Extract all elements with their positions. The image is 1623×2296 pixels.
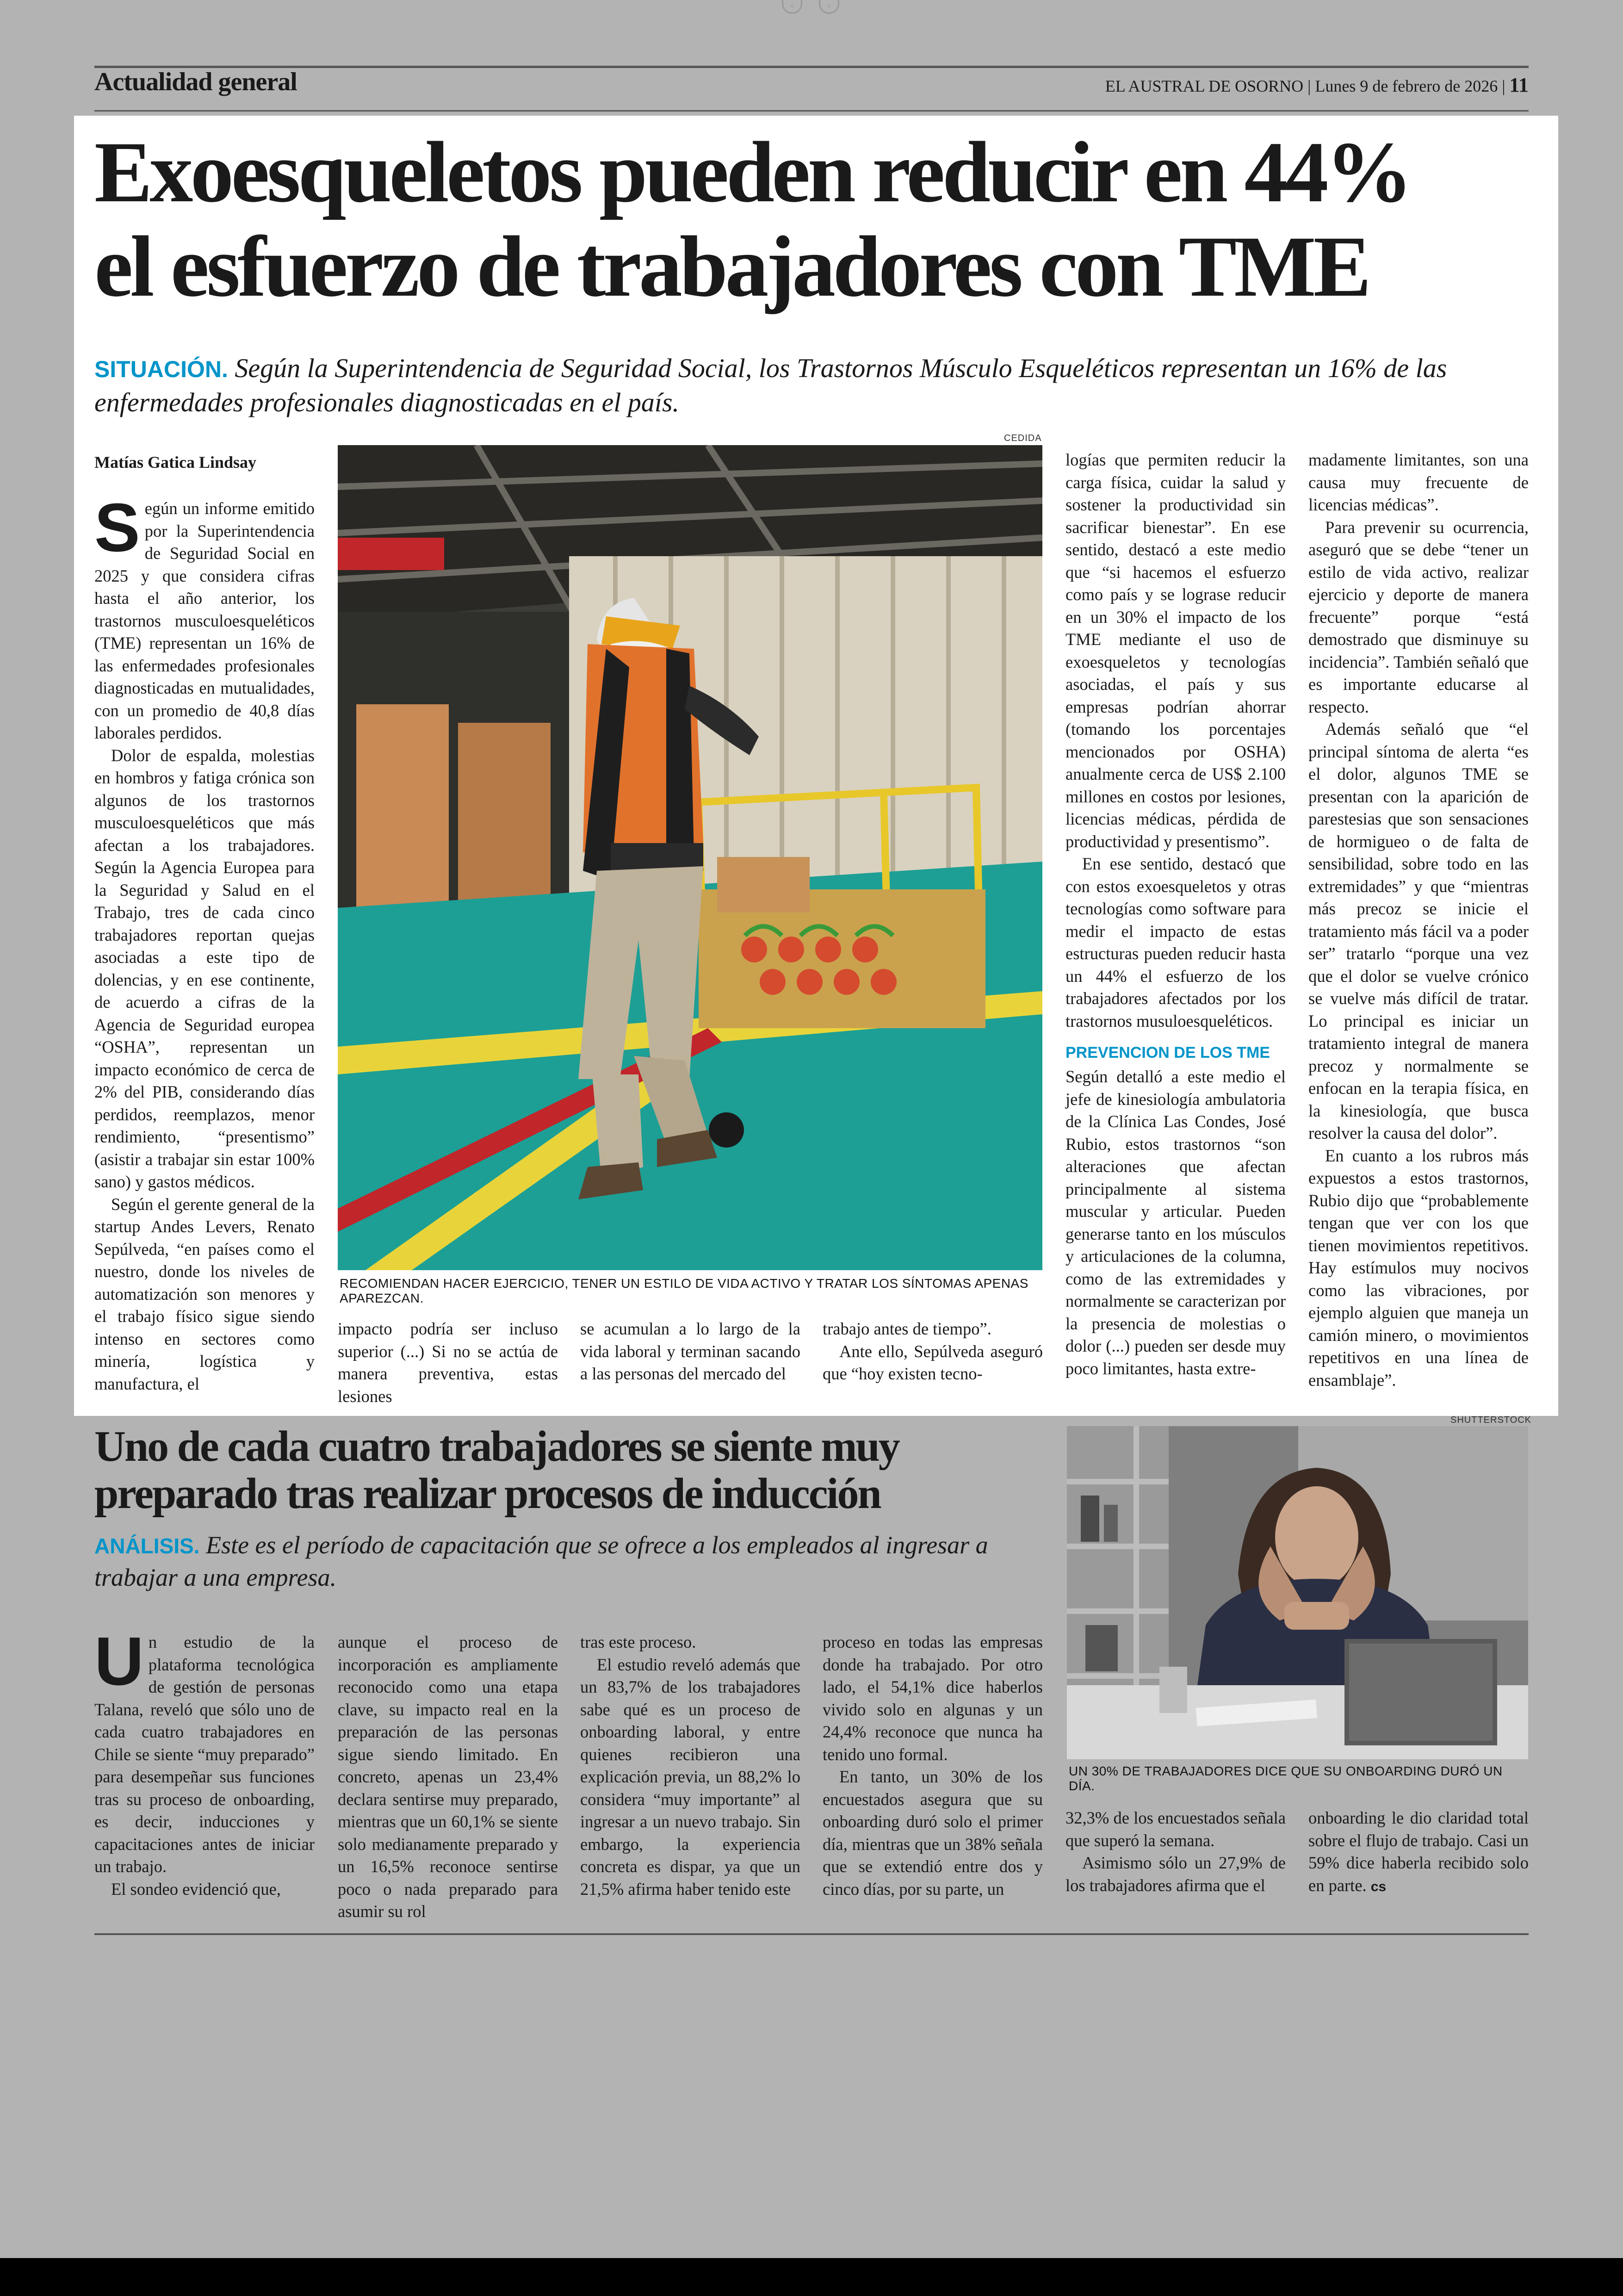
stressed-worker-photo [1067,1426,1528,1759]
article2-column-1 [94,1623,315,1900]
end-mark: cs [1370,1879,1387,1894]
separator: | [1307,77,1315,95]
paragraph: Además señaló que “el principal síntoma de alerta “es el dolor, algunos TME se presentan con la aparición de parestesias que son sensaciones de hormigueo o de falta de sensibilidad, sobre todo en las extremidades” y que “mientras más precoz se inicie el tratamiento más fácil va a poder ser” tratarlo “porque una vez que el dolor se vuelve crónico se vuelve más difícil de tratar. Lo principal es iniciar un tratamiento integral de manera precoz y normalmente se enfocan en la terapia física, en la kinesiología, que busca resolver la causa del dolor”. [1308,720,1529,1142]
header-top-rule [94,66,1529,68]
photo-credit: CEDIDA [1004,433,1042,443]
paragraph [94,1623,315,1878]
dropcap: S [94,490,140,566]
article2-column-6 [1308,1807,1529,1898]
dek-text: Según la Superintendencia de Seguridad Social, los Trastornos Músculo Esqueléticos representan un 16% de las enfermedades profesionales diagnosticadas en el país. [94,353,1447,417]
publication-date: Lunes 9 de febrero de 2026 [1315,77,1498,95]
viewer-bottom-bar [0,2258,1623,2296]
article2-column-3 [580,1631,800,1900]
byline: Matías Gatica Lindsay [94,453,257,472]
article2-column-2 [338,1631,558,1923]
separator: | [1502,77,1510,95]
paragraph: se acumulan a lo largo de la vida laboral y terminan sacando a las personas del mercado del [580,1319,800,1383]
article1-column-5 [1065,449,1286,1380]
article2-headline [94,1423,1066,1517]
headline-line: Exoesqueletos pueden reducir en 44% [94,124,1410,220]
paragraph: El sondeo evidenció que, [111,1879,281,1899]
paragraph-text: n estudio de la plataforma tecnológica de gestión de personas Talana, reveló que sólo uno de cada cuatro trabajadores en Chile se siente “muy preparado” para desempeñar sus funciones tras su proceso de onboarding, es decir, inducciones y capacitaciones antes de iniciar un trabajo. [94,1632,315,1876]
photo-caption: RECOMIENDAN HACER EJERCICIO, TENER UN ESTILO DE VIDA ACTIVO Y TRATAR LOS SÍNTOMAS APENAS APAREZCAN. [340,1276,1028,1305]
paragraph: logías que permiten reducir la carga física, cuidar la salud y sostener la productividad sin sacrificar bienestar”. En ese sentido, destacó a este medio que “si hacemos el esfuerzo como país y se lograse reducir en un 30% el impacto de los TME mediante el uso de exoesqueletos y tecnologías asociadas, el país y sus empresas podrían ahorrar (tomando los porcentajes mencionados por OSHA) anualmente cerca de US$ 2.100 millones en costos por lesiones, licencias médicas, pérdida de productividad y presentismo”. [1065,450,1286,851]
paragraph: Según detalló a este medio el jefe de kinesiología ambulatoria de la Clínica Las Condes, José Rubio, estos trastornos “son alteraciones que afectan principalmente al sistema muscular y articular. Pueden generarse tanto en los músculos y articulaciones de la columna, como de las extremidades y normalmente se caracterizan por la presencia de molestias o dolor (...) pueden ser desde muy poco limitantes, hasta extre- [1065,1067,1286,1378]
paragraph: El estudio reveló además que un 83,7% de los trabajadores sabe qué es un proceso de onboarding laboral, y entre quienes recibieron una explicación previa, un 88,2% lo considera “muy importante” al ingresar a un nuevo trabajo. Sin embargo, la experiencia concreta es dispar, ya que un 21,5% afirma haber tenido este [580,1655,800,1899]
paragraph-text: onboarding le dio claridad total sobre el flujo de trabajo. Casi un 59% dice haberla recibido solo en parte. [1308,1808,1529,1895]
paragraph: Para prevenir su ocurrencia, aseguró que se debe “tener un estilo de vida activo, realizar ejercicio y deporte de manera frecuente” porque “está demostrado que disminuye su incidencia”. También señaló que es importante educarse al respecto. [1308,517,1529,716]
article1-column-6 [1308,449,1529,1391]
masthead-info [1105,73,1529,97]
headline-line: preparado tras realizar procesos de inducción [94,1470,880,1518]
section-name: Actualidad general [94,68,297,96]
paragraph: En cuanto a los rubros más expuestos a estos trastornos, Rubio dijo que “probablemente tengan que ver con los que tienen movimientos repetitivos. Hay estímulos muy nocivos como las vibraciones, por ejemplo alguien que maneja un camión minero, o movimientos repetitivos en una línea de ensamblaje”. [1308,1146,1529,1390]
dek-kicker: ANÁLISIS. [94,1534,200,1558]
paragraph: En ese sentido, destacó que con estos exoesqueletos y otras tecnologías como software para medir el impacto de estas estructuras pueden reducir hasta un 44% el esfuerzo de los trabajadores afectados por los trastornos musuloesqueléticos. [1065,854,1286,1030]
article1-column-3 [580,1318,800,1385]
headline-line: Uno de cada cuatro trabajadores se siente muy [94,1422,899,1471]
paragraph: proceso en todas las empresas donde ha trabajado. Por otro lado, el 54,1% dice haberlos vivido solo en algunas y un 24,4% reconoce que nunca ha tenido uno formal. [823,1632,1043,1764]
photo-caption: UN 30% DE TRABAJADORES DICE QUE SU ONBOARDING DURÓ UN DÍA. [1069,1764,1503,1793]
paragraph: Según el gerente general de la startup Andes Levers, Renato Sepúlveda, “en países como el nuestro, donde los niveles de automatización son menores y el trabajo físico sigue siendo intenso en sectores como minería, logística y manufactura, el [94,1194,315,1393]
paragraph [94,490,315,745]
next-page-icon[interactable]: › [819,0,839,14]
article2-column-4 [823,1631,1043,1900]
prev-page-icon[interactable]: ‹ [782,0,802,14]
paragraph: madamente limitantes, son una causa muy frecuente de licencias médicas”. [1308,450,1529,514]
photo-credit: SHUTTERSTOCK [1450,1415,1531,1425]
dek-kicker: SITUACIÓN. [94,356,228,382]
paragraph-text: egún un informe emitido por la Superintendencia de Seguridad Social en 2025 y que considera cifras hasta el año anterior, los trastornos musculoesqueléticos (TME) representan un 16% de las enfermedades profesionales diagnosticadas en mutualidades, con un promedio de 40,8 días laborales perdidos. [94,499,315,742]
article1-dek [94,352,1529,419]
section-subhead: PREVENCION DE LOS TME [1065,1044,1270,1061]
dek-text: Este es el período de capacitación que se ofrece a los empleados al ingresar a trabajar a una empresa. [94,1531,988,1591]
paragraph: Ante ello, Sepúlveda aseguró que “hoy existen tecno- [823,1341,1043,1383]
office-worker-illustration [1067,1426,1528,1759]
headline-line: el esfuerzo de trabajadores con TME [94,218,1369,315]
page-number: 11 [1509,74,1529,96]
article1-headline [94,125,1552,314]
paragraph: tras este proceso. [580,1632,696,1651]
paragraph [1308,1807,1529,1898]
paragraph: 32,3% de los encuestados señala que superó la semana. [1065,1808,1286,1850]
warehouse-worker-illustration [338,445,1042,1270]
page-nav [782,0,839,14]
paragraph: Asimismo sólo un 27,9% de los trabajadores afirma que el [1065,1853,1286,1895]
article1-column-1 [94,490,315,1395]
paragraph: Dolor de espalda, molestias en hombros y fatiga crónica son algunos de los trastornos musculoesqueléticos que más afectan a los trabajadores. Según la Agencia Europea para la Seguridad y Salud en el Trabajo, tres de cada cinco trabajadores reportan quejas asociadas a este tipo de dolencias, y en ese continente, de acuerdo a cifras de la Agencia de Seguridad europea “OSHA”, representan un impacto económico de cerca de 2% del PIB, considerando días perdidos, reemplazos, menor rendimiento, “presentismo” (asistir a trabajar sin estar 100% sano) y gastos médicos. [94,745,315,1191]
page-bottom-rule [94,1933,1529,1935]
publication-name: EL AUSTRAL DE OSORNO [1105,77,1304,95]
article1-column-4 [823,1318,1043,1385]
paragraph: aunque el proceso de incorporación es ampliamente reconocido como una etapa clave, su impacto real en la preparación de las personas sigue siendo limitado. En concreto, apenas un 23,4% declara sentirse muy preparado, mientras que un 60,1% se siente solo medianamente preparado y un 16,5% reconoce sentirse poco o nada preparado para asumir su rol [338,1632,558,1921]
article2-column-5 [1065,1807,1286,1897]
paragraph: trabajo antes de tiempo”. [823,1319,991,1338]
header-bottom-rule [94,110,1529,112]
dropcap: U [94,1623,144,1700]
exoskeleton-photo [338,445,1042,1270]
article2-dek [94,1529,1043,1593]
article1-column-2 [338,1318,558,1408]
paragraph: En tanto, un 30% de los encuestados asegura que su onboarding duró solo el primer día, mientras que un 38% señala que se extendió entre dos y cinco días, por su parte, un [823,1767,1043,1899]
paragraph: impacto podría ser incluso superior (...) Si no se actúa de manera preventiva, estas lesiones [338,1319,558,1406]
